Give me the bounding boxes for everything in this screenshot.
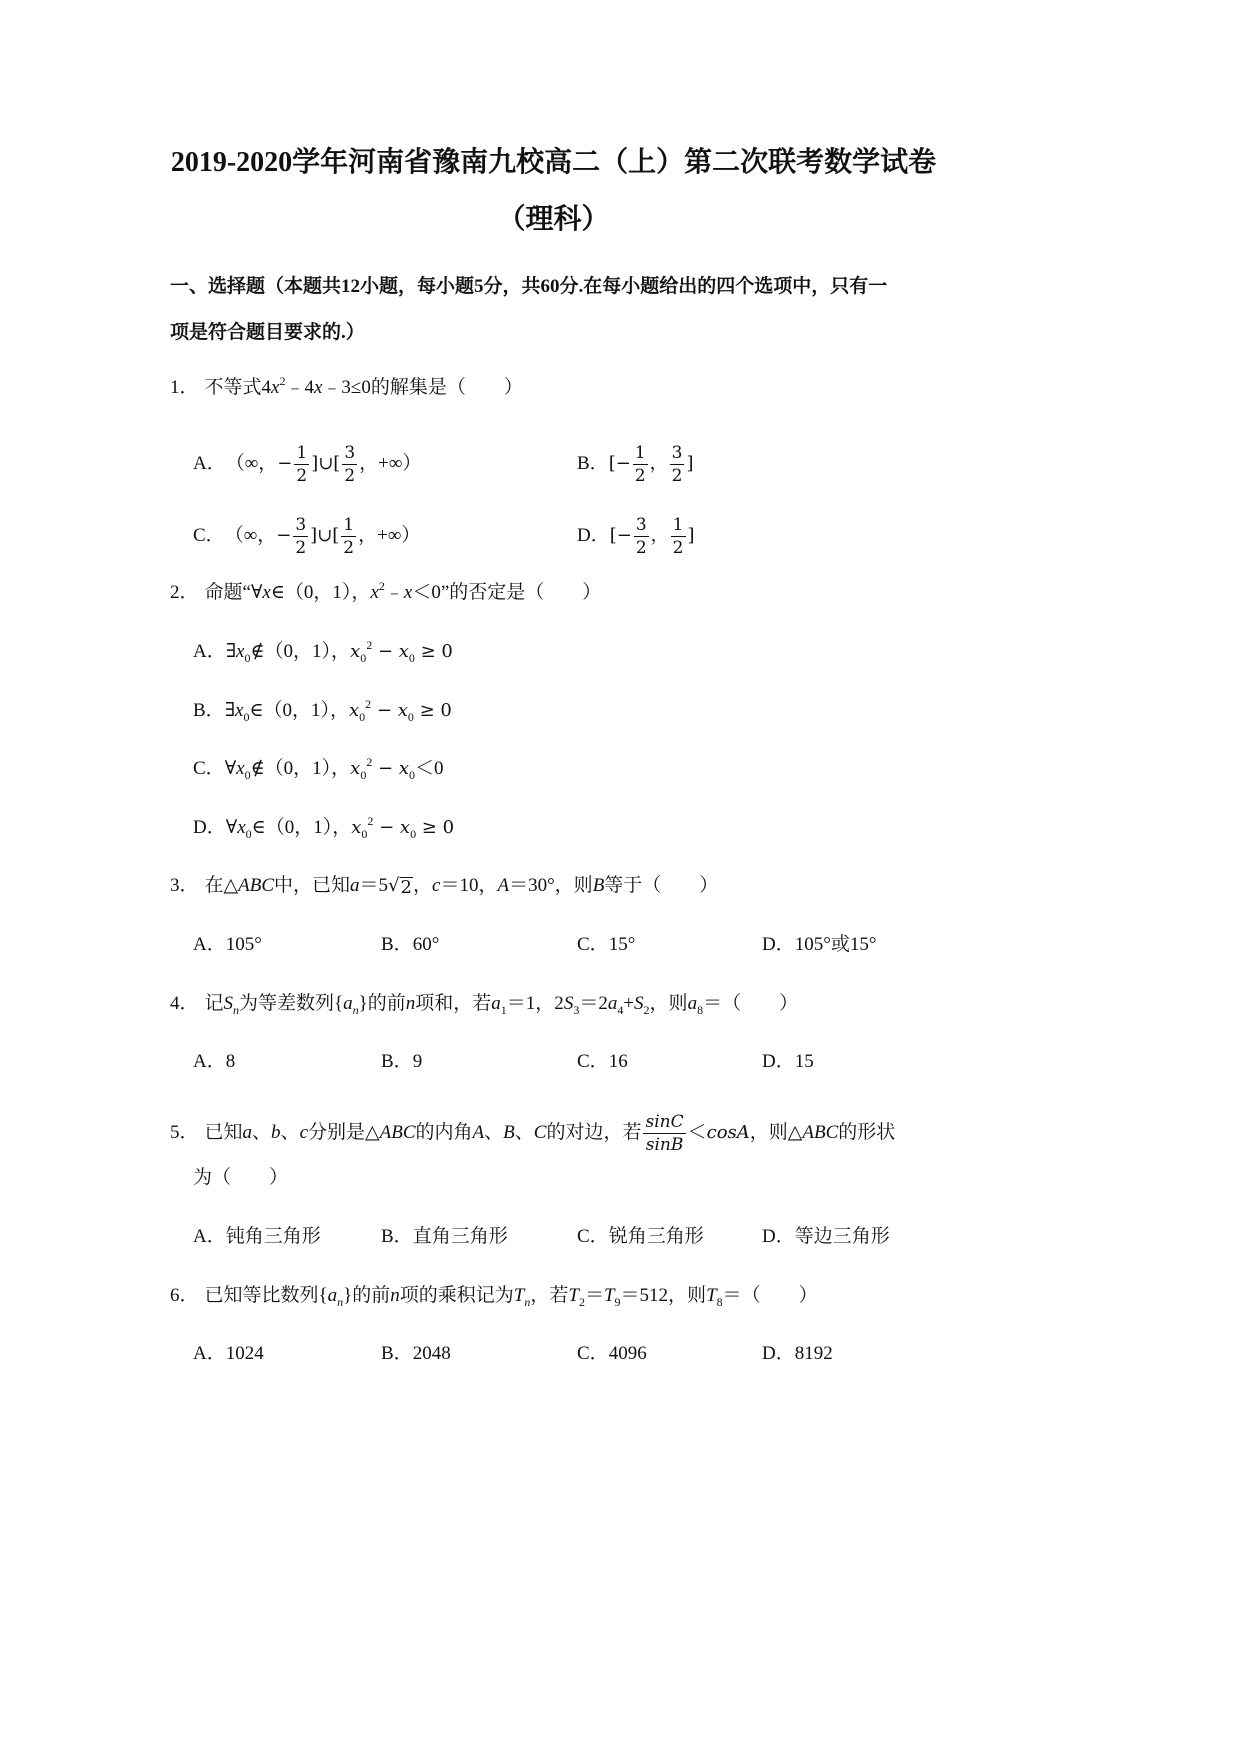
option-label: B．	[193, 700, 225, 721]
subscript: n	[524, 1295, 531, 1309]
option-text	[609, 1226, 704, 1247]
italic-variable: x	[403, 582, 413, 603]
question-number: 6．	[170, 1285, 199, 1306]
question-2-option-b[interactable]	[193, 699, 452, 723]
option-label: D．	[762, 1051, 795, 1072]
math-variable: x	[397, 700, 408, 721]
subscript: 0	[407, 710, 414, 724]
option-text	[226, 1343, 264, 1364]
italic-variable: T	[568, 1285, 579, 1306]
text-run: }的前	[343, 1285, 391, 1306]
text-run: 、	[484, 1121, 504, 1143]
text-run: 1024	[225, 1343, 264, 1364]
text-run: 等边三角形	[794, 1226, 890, 1247]
fraction-numerator: 3	[671, 443, 683, 463]
math-symbol: −	[277, 452, 293, 474]
option-text	[225, 638, 453, 665]
math-symbol: ≥ 0	[416, 817, 455, 838]
fraction-numerator: 1	[343, 515, 355, 535]
fraction-denominator: sinB	[645, 1135, 684, 1155]
fraction	[341, 515, 356, 558]
fraction-numerator: 3	[635, 515, 647, 535]
question-6-option-a[interactable]	[193, 1342, 264, 1366]
text-run: ∈（0，1），	[251, 817, 352, 838]
question-text	[204, 374, 523, 398]
italic-variable: a	[327, 1285, 338, 1306]
question-4-option-a[interactable]	[193, 1050, 235, 1074]
option-text	[413, 1051, 423, 1072]
math-variable: x	[399, 817, 411, 838]
text-run: ＝（ ）	[703, 993, 799, 1014]
italic-variable: ABC	[238, 875, 275, 896]
subscript: 9	[614, 1295, 621, 1309]
text-run: ＝10，	[440, 875, 498, 896]
text-run: 记	[204, 993, 224, 1014]
text-run: 已知	[204, 1121, 243, 1143]
fraction-denominator: 2	[672, 538, 684, 558]
text-run: ＝512，则	[620, 1285, 707, 1306]
text-run: （∞，	[224, 524, 277, 546]
question-1-option-d[interactable]	[577, 515, 695, 558]
text-run: +	[623, 993, 635, 1014]
question-2-option-d[interactable]	[193, 816, 454, 840]
fraction	[633, 443, 648, 486]
italic-variable: A	[497, 875, 510, 896]
italic-variable: S	[223, 993, 234, 1014]
fraction-numerator: 1	[296, 443, 308, 463]
italic-variable: a	[491, 993, 501, 1014]
text-run: 9	[412, 1051, 423, 1072]
question-4-stem	[170, 992, 798, 1016]
option-text	[609, 934, 636, 955]
math-variable: x	[349, 700, 360, 721]
math-variable: x	[350, 641, 361, 662]
question-6-stem	[170, 1284, 818, 1308]
math-variable: x	[398, 758, 410, 779]
question-number: 2．	[170, 582, 199, 603]
subscript: 0	[244, 768, 251, 782]
text-run: ﹣3≤0的解集是（ ）	[322, 377, 523, 398]
italic-variable: a	[350, 875, 360, 896]
math-symbol: −	[276, 524, 292, 546]
italic-variable: b	[271, 1121, 281, 1143]
question-6-option-d[interactable]	[762, 1342, 833, 1366]
superscript: 2	[366, 638, 373, 652]
fraction-numerator: 3	[344, 443, 356, 463]
text-run: ，若	[530, 1285, 569, 1306]
text-run: ＝2	[579, 993, 608, 1014]
superscript: 2	[365, 697, 372, 711]
italic-variable: x	[236, 641, 245, 662]
math-symbol: ]∪[	[310, 524, 340, 546]
fraction-numerator: 3	[295, 515, 307, 535]
option-label: C．	[193, 758, 225, 779]
option-text	[609, 515, 695, 558]
text-run: ，	[413, 875, 433, 896]
section-heading-continued: 项是符合题目要求的.）	[170, 322, 365, 343]
text-run: 16	[608, 1051, 628, 1072]
question-number: 4．	[170, 993, 199, 1014]
text-run: 已知等比数列{	[204, 1285, 328, 1306]
question-number: 1．	[170, 377, 199, 398]
math-symbol: ，	[649, 452, 668, 474]
question-5-stem-continued	[193, 1166, 288, 1190]
section-heading: 一、选择题（本题共12小题，每小题5分，共60分.在每小题给出的四个选项中，只有一	[170, 276, 888, 297]
text-run: 4096	[608, 1343, 647, 1364]
text-run: 2048	[412, 1343, 451, 1364]
fraction	[670, 443, 685, 486]
fraction-numerator: 1	[634, 443, 646, 463]
option-label: B．	[381, 1343, 413, 1364]
text-run: 8	[225, 1051, 236, 1072]
question-text	[193, 1167, 288, 1188]
question-3-option-a[interactable]	[193, 933, 262, 957]
option-text	[226, 934, 262, 955]
option-text	[609, 1051, 628, 1072]
subscript: 0	[360, 651, 367, 665]
option-label: C．	[577, 1051, 609, 1072]
option-text	[413, 1226, 508, 1247]
italic-variable: a	[242, 1121, 253, 1143]
text-run: ＝30°，则	[509, 875, 593, 896]
subscript: n	[352, 1003, 359, 1017]
text-run: ，则△	[749, 1121, 803, 1143]
question-5-option-b[interactable]	[381, 1225, 508, 1249]
subscript: 0	[409, 768, 416, 782]
math-symbol: −	[373, 817, 400, 838]
italic-variable: C	[533, 1121, 547, 1143]
math-symbol: [−	[608, 452, 631, 474]
text-run: 中，已知	[274, 875, 351, 896]
option-text	[608, 443, 694, 486]
option-text	[225, 443, 422, 486]
subscript: 1	[500, 1003, 507, 1017]
option-label: D．	[762, 1226, 795, 1247]
subscript: 0	[361, 827, 368, 841]
math-symbol: −	[372, 641, 399, 662]
text-run: ＜	[687, 1121, 707, 1143]
question-3-option-c[interactable]	[577, 933, 635, 957]
math-symbol: [−	[609, 524, 632, 546]
text-run: ＜0	[415, 758, 444, 779]
option-label: D．	[193, 817, 226, 838]
fraction-denominator: 2	[634, 466, 646, 486]
question-6-option-c[interactable]	[577, 1342, 647, 1366]
text-run: ，+∞）	[358, 524, 421, 546]
option-label: A．	[193, 1051, 226, 1072]
option-text	[795, 1343, 833, 1364]
text-run: ∃	[225, 641, 237, 662]
text-run: ∀	[224, 758, 237, 779]
option-text	[224, 697, 452, 724]
option-label: A．	[193, 452, 226, 474]
italic-variable: a	[687, 993, 698, 1014]
italic-variable: c	[432, 875, 441, 896]
math-variable: x	[398, 641, 409, 662]
question-text	[204, 1285, 818, 1309]
fraction-numerator: 1	[672, 515, 684, 535]
question-1-option-a[interactable]	[193, 443, 421, 486]
fraction	[643, 1112, 685, 1155]
superscript: 2	[366, 755, 373, 769]
subscript: 0	[243, 710, 250, 724]
math-symbol: ]	[686, 452, 694, 474]
question-text	[205, 875, 719, 896]
text-run: ＝	[584, 1285, 604, 1306]
question-3-option-b[interactable]	[381, 933, 439, 957]
text-run: 为（ ）	[193, 1167, 289, 1188]
text-run: 直角三角形	[412, 1226, 508, 1247]
math-variable: x	[351, 817, 362, 838]
text-run: ∈（0，1），	[270, 582, 371, 603]
option-label: D．	[577, 524, 610, 546]
text-run: ∃	[224, 700, 235, 721]
option-text	[225, 814, 455, 841]
option-label: B．	[577, 452, 609, 474]
text-run: 8192	[794, 1343, 833, 1364]
italic-variable: x	[235, 700, 244, 721]
question-number: 5．	[170, 1121, 199, 1143]
question-3-stem	[170, 874, 718, 898]
text-run: 、	[252, 1121, 272, 1143]
fraction	[634, 515, 649, 558]
italic-variable: x	[370, 582, 379, 603]
text-run: 项的乘积记为	[399, 1285, 514, 1306]
option-text	[413, 934, 440, 955]
superscript: 2	[378, 579, 385, 593]
subscript: 4	[617, 1003, 624, 1017]
subscript: 2	[643, 1003, 650, 1017]
subscript: 0	[410, 827, 417, 841]
italic-variable: a	[343, 993, 353, 1014]
question-1-stem	[170, 376, 523, 400]
text-run: 105°	[225, 934, 262, 955]
question-number: 3．	[170, 875, 199, 896]
option-label: C．	[193, 524, 225, 546]
option-label: A．	[193, 1226, 226, 1247]
text-run: ＝5	[359, 875, 389, 896]
italic-variable: x	[313, 377, 323, 398]
superscript: 2	[279, 374, 286, 388]
italic-variable: x	[236, 758, 245, 779]
option-text	[795, 1226, 890, 1247]
fraction-denominator: 2	[296, 466, 308, 486]
text-run: 105°或15°	[794, 934, 877, 955]
option-text	[226, 1051, 236, 1072]
text-run: ∀	[225, 817, 238, 838]
text-run: 钝角三角形	[225, 1226, 321, 1247]
text-run: 15	[794, 1051, 814, 1072]
text-run: ＜0”的否定是（ ）	[412, 582, 602, 603]
text-run: }的前	[358, 993, 406, 1014]
fraction	[342, 443, 357, 486]
text-run: ﹣	[384, 582, 404, 603]
text-run: 锐角三角形	[608, 1226, 704, 1247]
fraction	[671, 515, 686, 558]
question-4-option-b[interactable]	[381, 1050, 422, 1074]
text-run: 的形状	[838, 1121, 896, 1143]
italic-variable: x	[262, 582, 271, 603]
math-symbol: ]∪[	[311, 452, 341, 474]
option-label: B．	[381, 1051, 413, 1072]
subscript: 2	[578, 1295, 585, 1309]
text-run: ，则	[649, 993, 688, 1014]
option-text	[226, 1226, 321, 1247]
text-run: 、	[514, 1121, 534, 1143]
fraction	[294, 443, 309, 486]
question-5-option-d[interactable]	[762, 1225, 890, 1249]
exam-subtitle: （理科）	[497, 204, 610, 235]
sqrt-radicand: 2	[400, 877, 412, 898]
text-run: 命题“∀	[204, 582, 263, 603]
italic-variable: S	[563, 993, 574, 1014]
option-text	[795, 934, 877, 955]
subscript: n	[337, 1295, 344, 1309]
fraction-denominator: 2	[635, 538, 647, 558]
subscript: 0	[360, 768, 367, 782]
question-text	[204, 579, 602, 603]
italic-variable: ABC	[379, 1121, 416, 1143]
subscript: 8	[697, 1003, 704, 1017]
superscript: 2	[367, 814, 374, 828]
math-variable: cosA	[706, 1121, 750, 1143]
option-text	[609, 1343, 647, 1364]
subscript: 0	[408, 651, 415, 665]
question-5-option-a[interactable]	[193, 1225, 321, 1249]
question-4-option-d[interactable]	[762, 1050, 814, 1074]
math-symbol: ≥ 0	[413, 700, 452, 721]
fraction-denominator: 2	[344, 466, 356, 486]
math-symbol: −	[371, 700, 398, 721]
question-1-option-c[interactable]	[193, 515, 420, 558]
math-symbol: ≥ 0	[414, 641, 453, 662]
option-text	[224, 755, 444, 782]
option-label: A．	[193, 1343, 226, 1364]
subscript: 3	[573, 1003, 580, 1017]
fraction-denominator: 2	[295, 538, 307, 558]
math-symbol: ]	[687, 524, 695, 546]
text-run: ∉（0，1），	[250, 758, 351, 779]
math-symbol: −	[372, 758, 399, 779]
italic-variable: B	[592, 875, 605, 896]
option-text	[795, 1051, 814, 1072]
question-3-option-d[interactable]	[762, 933, 876, 957]
text-run: ∈（0，1），	[249, 700, 350, 721]
fraction	[293, 515, 308, 558]
fraction-denominator: 2	[671, 466, 683, 486]
question-2-stem	[170, 581, 601, 605]
math-variable: x	[350, 758, 361, 779]
italic-variable: ABC	[802, 1121, 839, 1143]
italic-variable: a	[607, 993, 618, 1014]
question-6-option-b[interactable]	[381, 1342, 451, 1366]
option-text	[413, 1343, 451, 1364]
option-label: B．	[381, 1226, 413, 1247]
text-run: 项和，若	[415, 993, 492, 1014]
italic-variable: c	[299, 1121, 308, 1143]
fraction-numerator: sinC	[645, 1112, 684, 1132]
question-4-option-c[interactable]	[577, 1050, 628, 1074]
question-5-stem	[170, 1112, 895, 1155]
question-2-option-a[interactable]	[193, 640, 453, 664]
text-run: 分别是△	[308, 1121, 380, 1143]
option-text	[224, 515, 421, 558]
option-label: C．	[577, 934, 609, 955]
subscript: n	[233, 1003, 240, 1017]
option-label: D．	[762, 934, 795, 955]
option-label: C．	[577, 1226, 609, 1247]
italic-variable: S	[634, 993, 644, 1014]
question-1-option-b[interactable]	[577, 443, 693, 486]
italic-variable: n	[405, 993, 416, 1014]
text-run: 不等式4	[204, 377, 272, 398]
subscript: 0	[244, 651, 251, 665]
italic-variable: x	[271, 377, 280, 398]
option-label: D．	[762, 1343, 795, 1364]
option-label: A．	[193, 934, 226, 955]
text-run: 、	[280, 1121, 300, 1143]
italic-variable: T	[513, 1285, 525, 1306]
question-text	[204, 1112, 896, 1155]
text-run: 15°	[608, 934, 636, 955]
italic-variable: T	[603, 1285, 615, 1306]
italic-variable: n	[390, 1285, 400, 1306]
option-label: A．	[193, 641, 226, 662]
text-run: ∉（0，1），	[250, 641, 351, 662]
text-run: 的内角	[415, 1121, 473, 1143]
text-run: 60°	[412, 934, 440, 955]
italic-variable: x	[237, 817, 246, 838]
text-run: 为等差数列{	[239, 993, 344, 1014]
subscript: 0	[359, 710, 366, 724]
text-run: ，+∞）	[359, 452, 422, 474]
fraction-denominator: 2	[343, 538, 355, 558]
text-run: （∞，	[225, 452, 278, 474]
exam-title: 2019-2020学年河南省豫南九校高二（上）第二次联考数学试卷	[170, 147, 937, 178]
italic-variable: A	[472, 1121, 485, 1143]
question-text	[204, 993, 799, 1017]
text-run: ＝（ ）	[722, 1285, 818, 1306]
subscript: 8	[716, 1295, 723, 1309]
text-run: 等于（ ）	[604, 875, 719, 896]
radical-sign-icon: √	[388, 875, 400, 896]
option-label: B．	[381, 934, 413, 955]
subscript: 0	[245, 827, 252, 841]
text-run: 在△	[204, 875, 239, 896]
question-2-option-c[interactable]	[193, 757, 444, 781]
text-run: ﹣4	[285, 377, 314, 398]
text-run: ＝1，2	[506, 993, 564, 1014]
option-label: C．	[577, 1343, 609, 1364]
italic-variable: T	[706, 1285, 717, 1306]
math-symbol: ，	[650, 524, 669, 546]
italic-variable: B	[503, 1121, 515, 1143]
text-run: 的对边，若	[546, 1121, 642, 1143]
square-root	[388, 874, 413, 898]
question-5-option-c[interactable]	[577, 1225, 704, 1249]
